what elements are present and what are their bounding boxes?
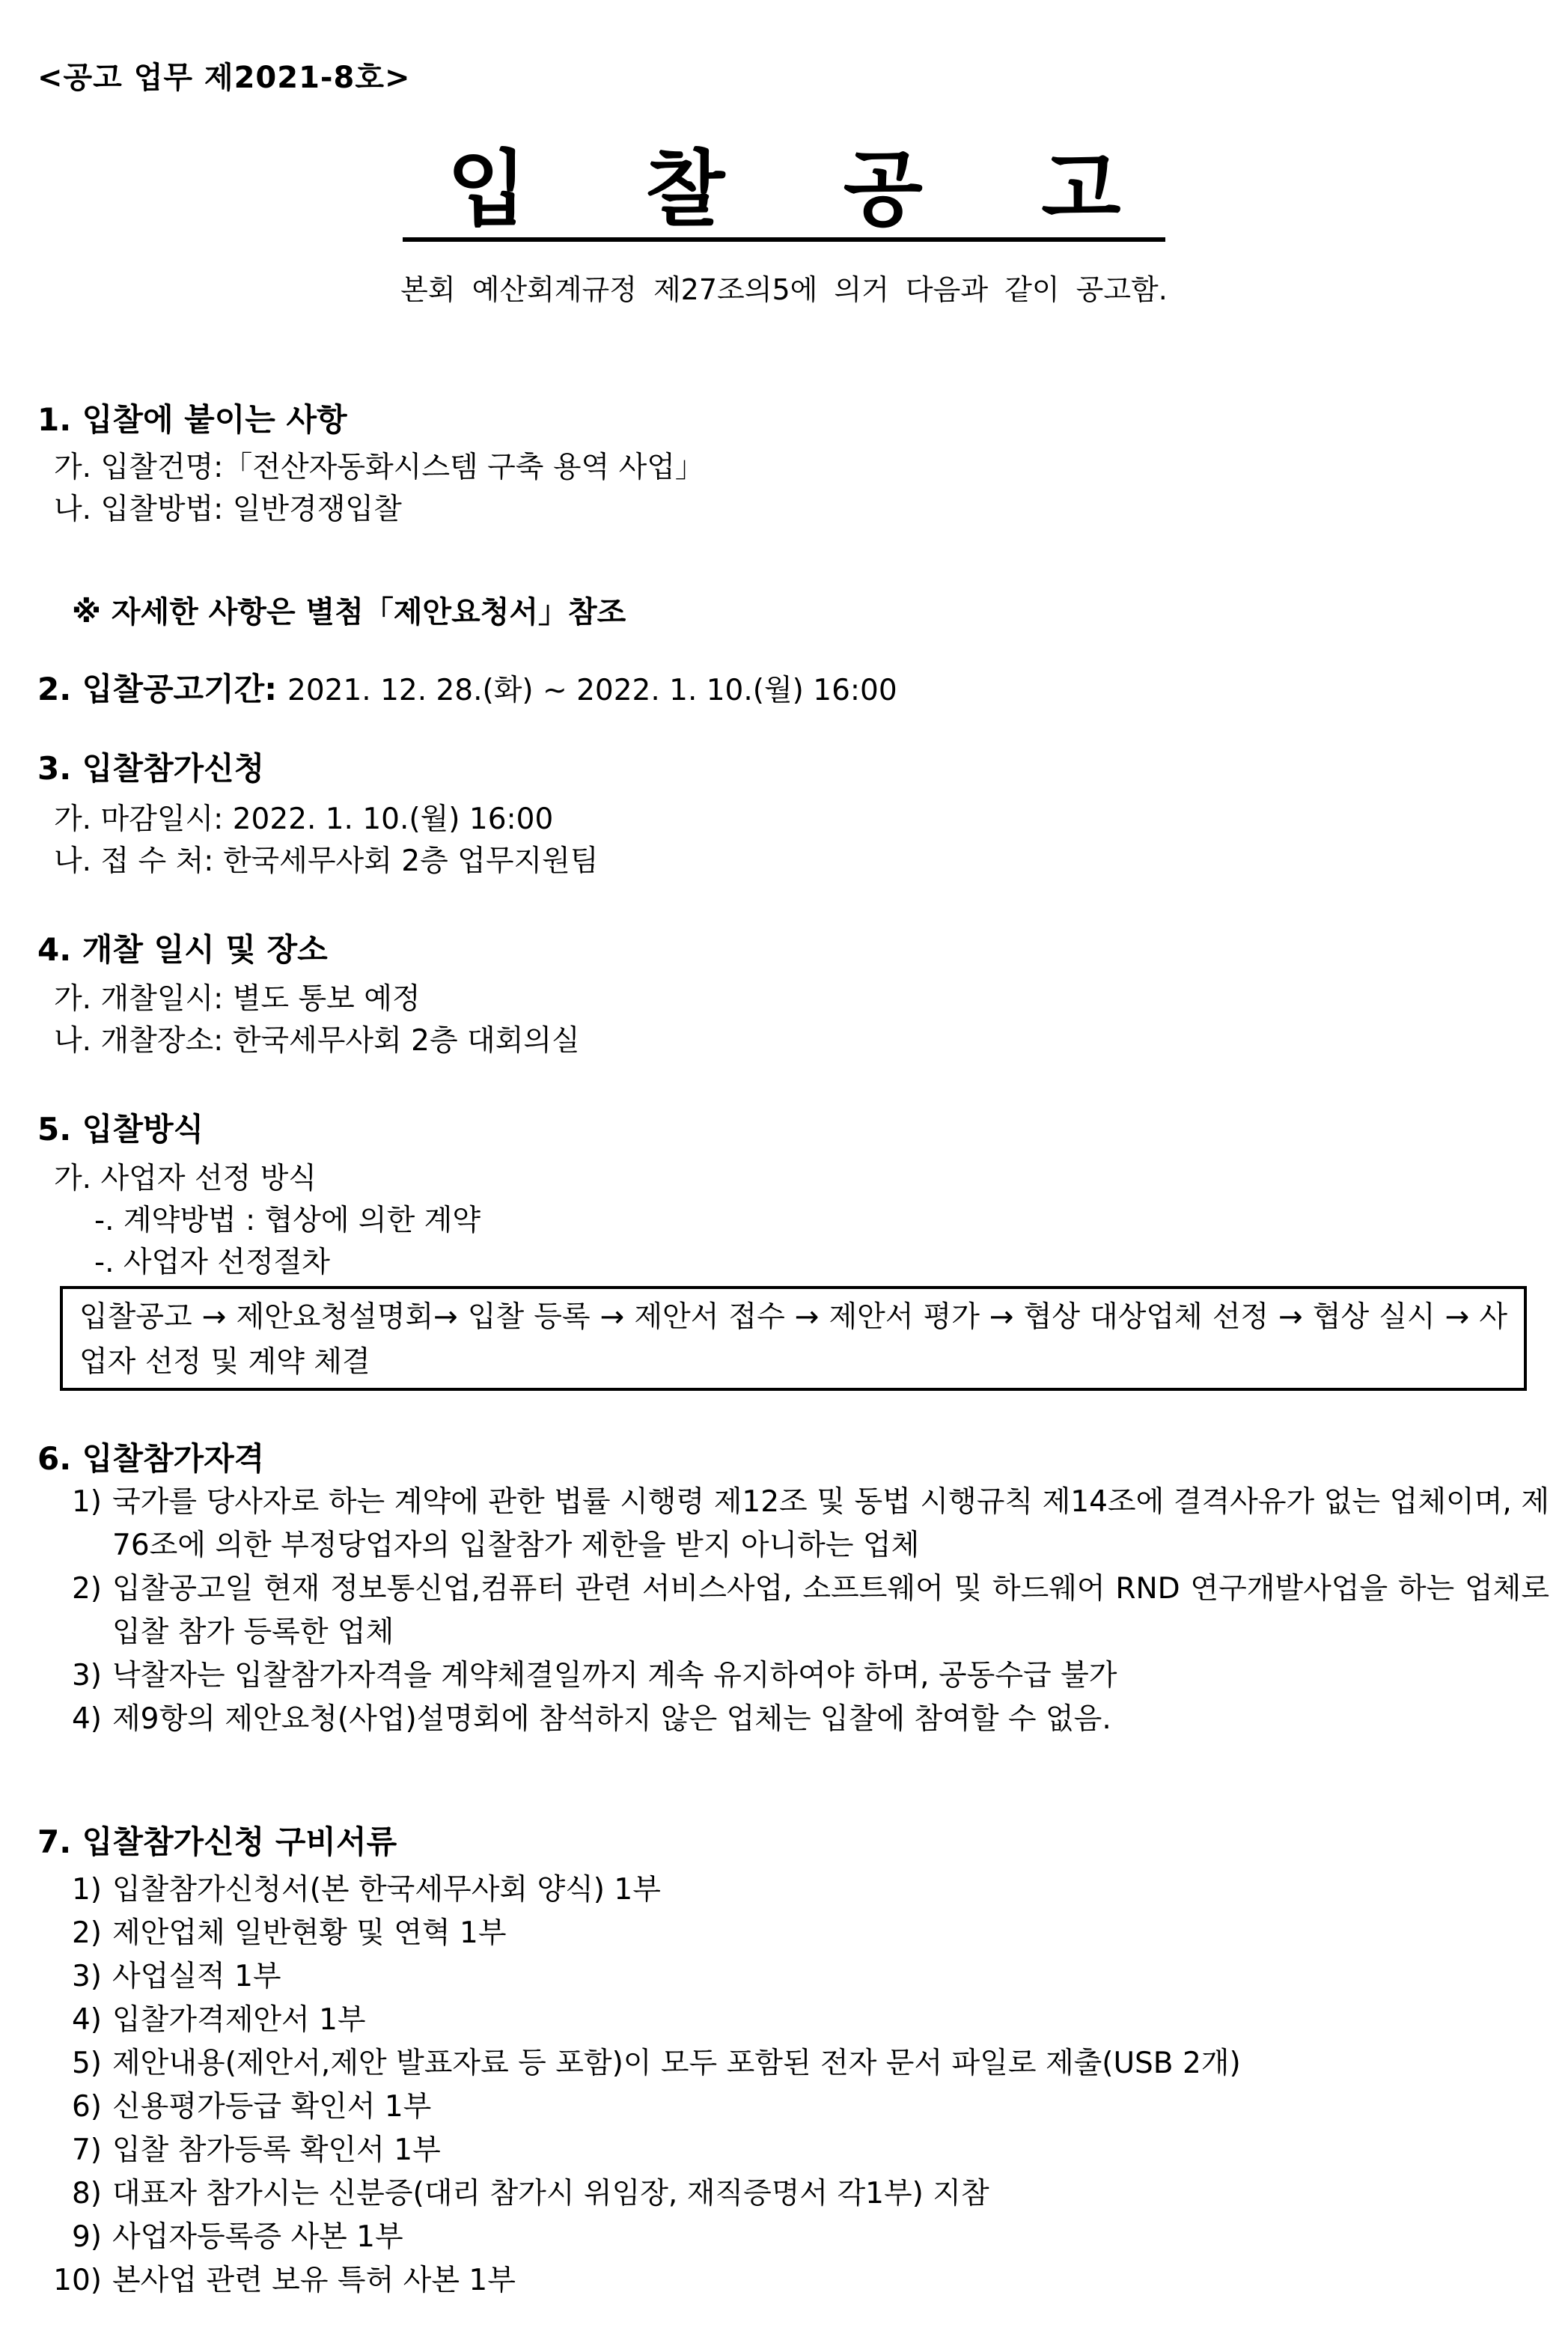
item-text: 대표자 참가시는 신분증(대리 참가시 위임장, 재직증명서 각1부) 지참	[112, 2177, 989, 2210]
document-item	[45, 2085, 1549, 2129]
document-item	[45, 2042, 1549, 2085]
item-number: 9)	[71, 2220, 102, 2254]
section-2-heading: 2. 입찰공고기간:	[37, 671, 278, 707]
item-text: 신용평가등급 확인서 1부	[112, 2090, 432, 2124]
section-4-item-na: 나. 개찰장소: 한국세무사회 2층 대회의실	[54, 1024, 580, 1058]
item-text: 입찰가격제안서 1부	[112, 2003, 366, 2037]
section-5-item-ga: 가. 사업자 선정 방식	[54, 1162, 317, 1195]
item-text: 입찰참가신청서(본 한국세무사회 양식) 1부	[112, 1873, 661, 1907]
qualification-item	[45, 1654, 1549, 1698]
item-text: 제9항의 제안요청(사업)설명회에 참석하지 않은 업체는 입찰에 참여할 수 없음.	[112, 1702, 1111, 1736]
item-number: 1)	[71, 1873, 102, 1907]
qualification-item	[45, 1698, 1549, 1741]
item-text: 입찰 참가등록 확인서 1부	[112, 2133, 441, 2167]
section-1-heading: 1. 입찰에 붙이는 사항	[37, 401, 347, 438]
document-item	[45, 2259, 1549, 2303]
notice-number: <공고 업무 제2021-8호>	[37, 61, 411, 95]
item-text: 사업실적 1부	[112, 1960, 281, 1993]
section-3-item-na: 나. 접 수 처: 한국세무사회 2층 업무지원팀	[54, 844, 599, 878]
section-4-item-ga: 가. 개찰일시: 별도 통보 예정	[54, 982, 421, 1016]
section-1-note: ※ 자세한 사항은 별첨「제안요청서」참조	[72, 595, 626, 630]
item-text: 제안업체 일반현황 및 연혁 1부	[112, 1916, 507, 1950]
document-item	[45, 2216, 1549, 2259]
item-number: 4)	[71, 1702, 102, 1736]
item-number: 2)	[71, 1916, 102, 1950]
section-5-heading: 5. 입찰방식	[37, 1111, 204, 1148]
section-3-heading: 3. 입찰참가신청	[37, 750, 265, 787]
item-text: 본사업 관련 보유 특허 사본 1부	[112, 2264, 516, 2297]
item-number: 1)	[71, 1485, 102, 1519]
document-title: 입 찰 공 고	[403, 142, 1166, 242]
document-item	[45, 1868, 1549, 1912]
item-number: 10)	[53, 2264, 102, 2297]
document-item	[45, 1955, 1549, 1999]
section-2-heading-row	[37, 665, 897, 710]
item-text: 사업자등록증 사본 1부	[112, 2220, 403, 2254]
selection-procedure-box: 입찰공고 → 제안요청설명회→ 입찰 등록 → 제안서 접수 → 제안서 평가 → 협상 대상업체 선정 → 협상 실시 → 사업자 선정 및 계약 체결	[60, 1286, 1527, 1391]
item-number: 6)	[71, 2090, 102, 2124]
section-3-item-ga: 가. 마감일시: 2022. 1. 10.(월) 16:00	[54, 802, 554, 836]
item-number: 2)	[71, 1572, 102, 1606]
item-number: 4)	[71, 2003, 102, 2037]
section-1-item-na: 나. 입찰방법: 일반경쟁입찰	[54, 493, 402, 526]
item-number: 3)	[71, 1659, 102, 1692]
item-number: 7)	[71, 2133, 102, 2167]
section-7-heading: 7. 입찰참가신청 구비서류	[37, 1823, 397, 1860]
item-text: 국가를 당사자로 하는 계약에 관한 법률 시행령 제12조 및 동법 시행규칙 제14조에 결격사유가 없는 업체이며, 제76조에 의한 부정당업자의 입찰참가 제한을 받지 아니하는 업체	[112, 1485, 1549, 1562]
intro-text: 본회 예산회계규정 제27조의5에 의거 다음과 같이 공고함.	[400, 273, 1168, 306]
section-2-period: 2021. 12. 28.(화) ~ 2022. 1. 10.(월) 16:00	[287, 674, 897, 707]
document-item	[45, 1912, 1549, 1955]
section-5-subitem-method: -. 계약방법 : 협상에 의한 계약	[94, 1204, 481, 1237]
section-1-item-ga: 가. 입찰건명:「전산자동화시스템 구축 용역 사업」	[54, 451, 704, 484]
item-number: 5)	[71, 2047, 102, 2080]
item-text: 제안내용(제안서,제안 발표자료 등 포함)이 모두 포함된 전자 문서 파일로 제출(USB 2개)	[112, 2047, 1241, 2080]
item-text: 낙찰자는 입찰참가자격을 계약체결일까지 계속 유지하여야 하며, 공동수급 불가	[112, 1659, 1117, 1692]
document-title-wrap	[0, 142, 1568, 242]
section-4-heading: 4. 개찰 일시 및 장소	[37, 931, 328, 968]
item-text: 입찰공고일 현재 정보통신업,컴퓨터 관련 서비스사업, 소프트웨어 및 하드웨어 RND 연구개발사업을 하는 업체로 입찰 참가 등록한 업체	[112, 1572, 1549, 1649]
section-6-heading: 6. 입찰참가자격	[37, 1440, 265, 1477]
item-number: 3)	[71, 1960, 102, 1993]
section-5-subitem-procedure: -. 사업자 선정절차	[94, 1246, 330, 1279]
document-item	[45, 1999, 1549, 2042]
qualification-item	[45, 1481, 1549, 1567]
document-item	[45, 2172, 1549, 2216]
item-number: 8)	[71, 2177, 102, 2210]
document-item	[45, 2129, 1549, 2172]
qualification-item	[45, 1567, 1549, 1654]
